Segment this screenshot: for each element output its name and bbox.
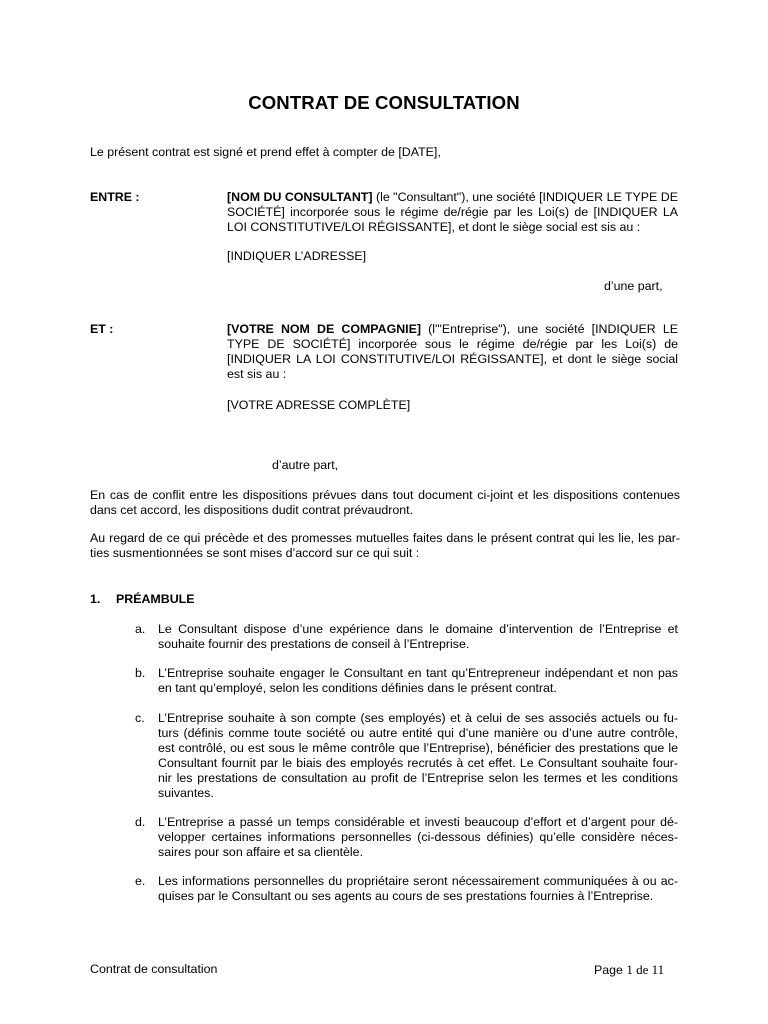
party2-name: [VOTRE NOM DE COMPAGNIE] <box>227 322 422 336</box>
section1-heading <box>90 592 194 607</box>
party2-closing: d’autre part, <box>272 458 339 472</box>
footer-page-indicator <box>594 962 664 978</box>
item-letter: d. <box>135 815 146 829</box>
item-letter: a. <box>135 622 146 636</box>
item-letter: e. <box>135 874 146 888</box>
party2-address: [VOTRE ADRESSE COMPLÈTE] <box>227 398 411 412</box>
party2-label: ET : <box>90 322 114 336</box>
item-text: Les informations personnelles du propriétaire seront nécessairement communiquées à ou ac-quises par le Consultant ou ses agents au cours de ses prestations fournies à l’Entreprise. <box>158 874 678 903</box>
party2-description <box>227 322 678 382</box>
footer-page-number: 1 de 11 <box>626 962 665 977</box>
document-title: CONTRAT DE CONSULTATION <box>248 92 520 113</box>
section1-number: 1. <box>90 592 101 606</box>
party1-description <box>227 190 678 235</box>
party1-closing: d’une part, <box>604 279 663 293</box>
item-text: Le Consultant dispose d’une expérience dans le domaine d’intervention de l’Entreprise et souhaite fournir des prestations de conseil à l’Entreprise. <box>158 622 678 651</box>
footer-page-prefix: Page <box>594 963 627 977</box>
section1-title: PRÉAMBULE <box>116 592 195 606</box>
item-letter: b. <box>135 666 146 680</box>
item-text: L’Entreprise souhaite engager le Consultant en tant qu’Entrepreneur indépendant et non pas en tant qu’employé, selon les conditions définies dans le présent contrat. <box>158 666 678 695</box>
party1-name: [NOM DU CONSULTANT] <box>227 190 373 204</box>
party1-label: ENTRE : <box>90 190 140 204</box>
party1-address: [INDIQUER L’ADRESSE] <box>227 249 367 263</box>
item-letter: c. <box>135 711 145 725</box>
conflict-paragraph: En cas de conflit entre les dispositions prévues dans tout document ci-joint et les dispositions contenues dans cet accord, les dispositions dudit contrat prévaudront. <box>90 488 680 517</box>
agreement-paragraph: Au regard de ce qui précède et des promesses mutuelles faites dans le présent contrat qui les lie, les par-ties susmentionnées se sont mises d’accord sur ce qui suit : <box>90 531 680 560</box>
intro-paragraph: Le présent contrat est signé et prend effet à compter de [DATE], <box>90 145 441 159</box>
party2-text: (l'"Entreprise"), une société [INDIQUER LE TYPE DE SOCIÉTÉ] incorporée sous le régime de/régie par les Loi(s) de [INDIQUER LA LOI CONSTITUTIVE/LOI RÉGISSANTE], et dont le siège social est sis au : <box>227 322 678 381</box>
item-text: L’Entreprise a passé un temps considérable et investi beaucoup d’effort et d’argent pour dé-velopper certaines informations personnelles (ci-dessous définies) qu’elle considère néces-saires pour son affaire et sa clientèle. <box>158 815 678 859</box>
footer-document-name: Contrat de consultation <box>90 962 218 976</box>
party1-text: (le "Consultant"), une société [INDIQUER LE TYPE DE SOCIÉTÉ] incorporée sous le régime de/régie par les Loi(s) de [INDIQUER LA LOI CONSTITUTIVE/LOI RÉGISSANTE], et dont le siège social est sis au : <box>227 190 678 234</box>
item-text: L’Entreprise souhaite à son compte (ses employés) et à celui de ses associés actuels ou fu-turs (définis comme toute société ou autre entité qui d’une manière ou d’une autre contrôle, est contrôlé, ou est sous le même contrôle que l’Entreprise), bénéficier des prestations que le Consultant fournit par le biais des employés recrutés à cet effet. Le Consultant souhaite four-nir les prestations de consultation au profit de l’Entreprise selon les termes et les conditions suivantes. <box>158 711 678 800</box>
